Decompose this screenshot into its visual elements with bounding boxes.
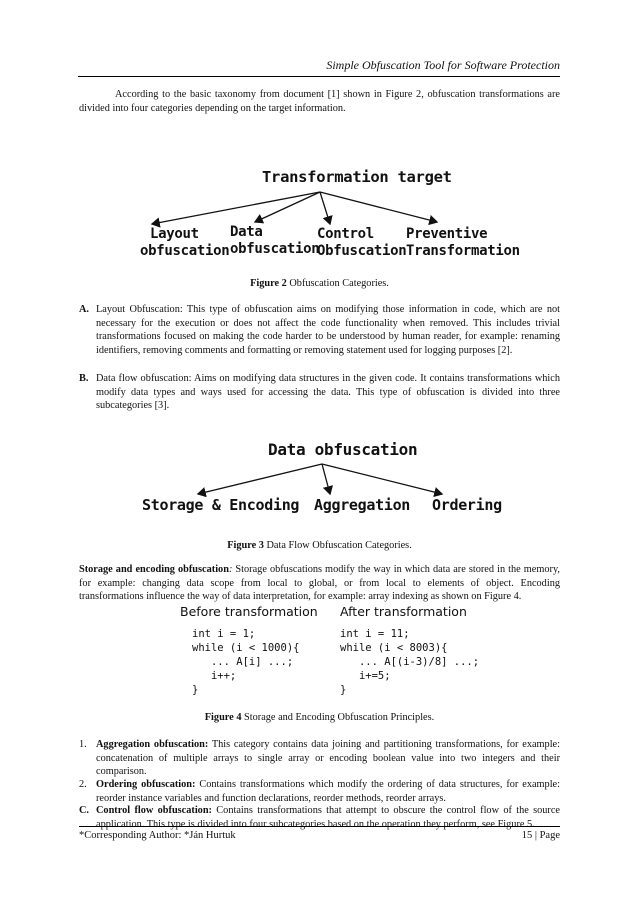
after-code-line: ... A[(i-3)/8] ...; <box>340 656 480 668</box>
aggregation-lead: Aggregation obfuscation: <box>96 739 209 750</box>
storage-encoding-lead: Storage and encoding obfuscation <box>79 564 229 575</box>
list-item-b <box>79 372 560 413</box>
list-item-a <box>79 303 560 357</box>
figure-2-diagram <box>130 164 520 272</box>
list-item-text: Data flow obfuscation: Aims on modifying data structures in the given code. It contains transformations which modify data types and ways used for accessing the data. This type of obfuscation is divided into three subcategories [3]. <box>96 373 560 412</box>
before-code-line: while (i < 1000){ <box>192 642 300 654</box>
page-footer <box>79 826 560 841</box>
after-transformation-title: After transformation <box>340 604 467 619</box>
list-item-1: 1. Aggregation obfuscation: This category contains data joining and partitioning transformations, for example: concatenation of multiple arrays to single array or encoding boolean value into two integers and their comparison. <box>79 739 560 778</box>
figure-2-caption-text: Obfuscation Categories. <box>286 278 389 289</box>
figure-3-root: Data obfuscation <box>268 440 418 459</box>
figure-2-caption-label: Figure 2 <box>250 278 287 289</box>
figure-3-node-storage: Storage & Encoding <box>142 496 300 514</box>
control-flow-lead: Control flow obfuscation: <box>96 805 212 816</box>
figure-4-caption-label: Figure 4 <box>204 712 242 723</box>
figure-3-caption-text: Data Flow Obfuscation Categories. <box>263 540 412 551</box>
list-item-text: Layout Obfuscation: This type of obfuscation aims on modifying those information in code, which are not necessary for the execution or does not affect the code functionality when removed. This includes trivial transformations focused on making the code harder to be understood by human reader, for example: renaming identifiers, removing comments and formatting or removing statement used for logging purposes [2]. <box>96 304 560 356</box>
list-item-2: 2. Ordering obfuscation: Contains transformations which modify the ordering of data structures, for example: reorder instance variables and function declarations, reorder methods, reorder arrays. <box>79 779 560 804</box>
figure-3-node-ordering: Ordering <box>432 496 502 514</box>
after-code-line: } <box>340 684 347 696</box>
figure-3-caption-label: Figure 3 <box>227 540 264 551</box>
before-code-line: i++; <box>192 670 237 682</box>
list-marker: 2. <box>79 779 87 790</box>
figure-4-code-comparison <box>180 604 480 698</box>
before-code-line: ... A[i] ...; <box>192 656 294 668</box>
list-marker: A. <box>79 304 90 315</box>
ordering-lead: Ordering obfuscation: <box>96 779 196 790</box>
before-code-line: } <box>192 684 199 696</box>
figure-2-caption <box>79 278 560 289</box>
after-code-line: int i = 11; <box>340 628 410 640</box>
figure-4-caption-text: Storage and Encoding Obfuscation Principles. <box>241 712 435 723</box>
figure-4-caption <box>79 712 560 723</box>
figure-2-node-layout: Layout obfuscation <box>140 226 230 259</box>
list-marker: C. <box>79 805 90 816</box>
after-code-line: i+=5; <box>340 670 391 682</box>
running-header: Simple Obfuscation Tool for Software Protection <box>78 58 560 77</box>
before-transformation-title: Before transformation <box>180 604 318 619</box>
list-marker: 1. <box>79 739 87 750</box>
after-code-line: while (i < 8003){ <box>340 642 448 654</box>
page-number: 15 | Page <box>521 830 560 841</box>
list-item-c: C. Control flow obfuscation: Contains transformations that attempt to obscure the control flow of the source application. This type is divided into four subcategories based on the operation they perform, see Figure 5. <box>79 805 560 830</box>
before-code-line: int i = 1; <box>192 628 256 640</box>
storage-encoding-paragraph: Storage and encoding obfuscation: Storage obfuscations modify the way in which data are stored in the memory, for example: changing data scope from local to global, or from local to elements of object. Encoding transformations influence the way of data interpretation, for example: array indexing as shown on Figure 4. <box>79 564 561 603</box>
corresponding-author: *Corresponding Author: *Ján Hurtuk <box>79 830 236 841</box>
figure-2-node-control: Control Obfuscation <box>317 226 407 259</box>
figure-2-node-data: Data obfuscation <box>230 224 320 257</box>
figure-2-node-preventive: Preventive Transformation <box>406 226 520 259</box>
list-marker: B. <box>79 373 89 384</box>
intro-paragraph: According to the basic taxonomy from document [1] shown in Figure 2, obfuscation transformations are divided into four categories depending on the target information. <box>79 89 560 114</box>
figure-3-diagram <box>140 438 500 524</box>
figure-2-root: Transformation target <box>262 168 452 186</box>
figure-3-node-aggregation: Aggregation <box>314 496 411 514</box>
figure-3-caption <box>79 540 560 551</box>
